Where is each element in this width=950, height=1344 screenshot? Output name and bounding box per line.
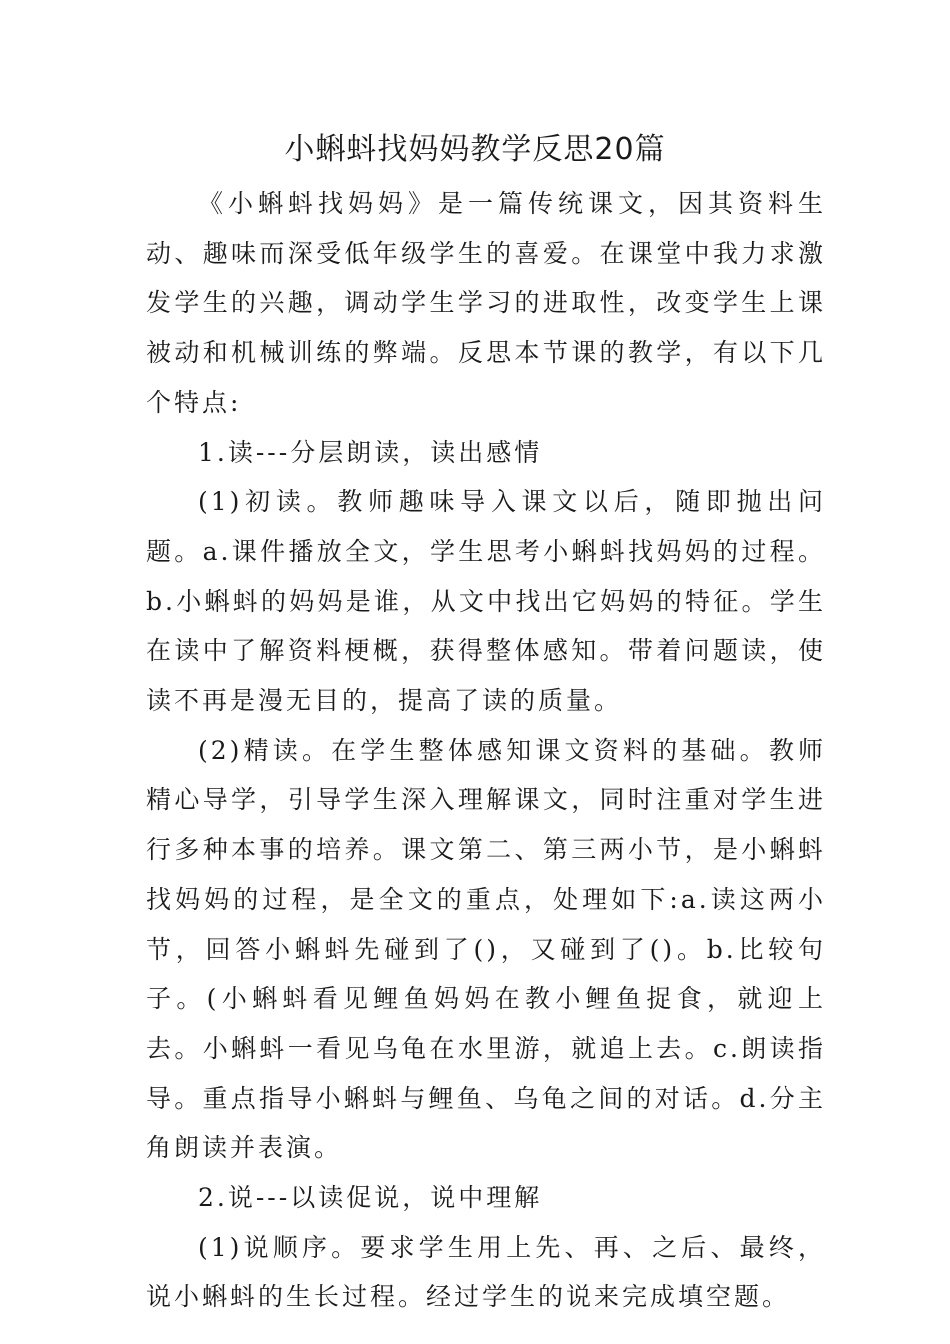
- document-body: [146, 179, 826, 1322]
- paragraph-close-reading: (2)精读。在学生整体感知课文资料的基础。教师精心导学，引导学生深入理解课文，同时注重对学生进行多种本事的培养。课文第二、第三两小节，是小蝌蚪找妈妈的过程，是全文的重点，处理如下:a.读这两小节，回答小蝌蚪先碰到了()，又碰到了()。b.比较句子。(小蝌蚪看见鲤鱼妈妈在教小鲤鱼捉食，就迎上去。小蝌蚪一看见乌龟在水里游，就追上去。c.朗读指导。重点指导小蝌蚪与鲤鱼、乌龟之间的对话。d.分主角朗读并表演。: [146, 735, 826, 1163]
- paragraph-speak-order: (1)说顺序。要求学生用上先、再、之后、最终，说小蝌蚪的生长过程。经过学生的说来完成填空题。: [146, 1232, 826, 1312]
- section-heading-speak: 2.说---以读促说，说中理解: [198, 1183, 543, 1213]
- paragraph-intro: 《小蝌蚪找妈妈》是一篇传统课文，因其资料生动、趣味而深受低年级学生的喜爱。在课堂中我力求激发学生的兴趣，调动学生学习的进取性，改变学生上课被动和机械训练的弊端。反思本节课的教学，有以下几个特点:: [146, 189, 826, 417]
- section-heading-read: 1.读---分层朗读，读出感情: [198, 437, 543, 467]
- document-title: 小蝌蚪找妈妈教学反思20篇: [284, 132, 666, 167]
- paragraph-first-reading: (1)初读。教师趣味导入课文以后，随即抛出问题。a.课件播放全文，学生思考小蝌蚪找妈妈的过程。b.小蝌蚪的妈妈是谁，从文中找出它妈妈的特征。学生在读中了解资料梗概，获得整体感知。带着问题读，使读不再是漫无目的，提高了读的质量。: [146, 487, 826, 716]
